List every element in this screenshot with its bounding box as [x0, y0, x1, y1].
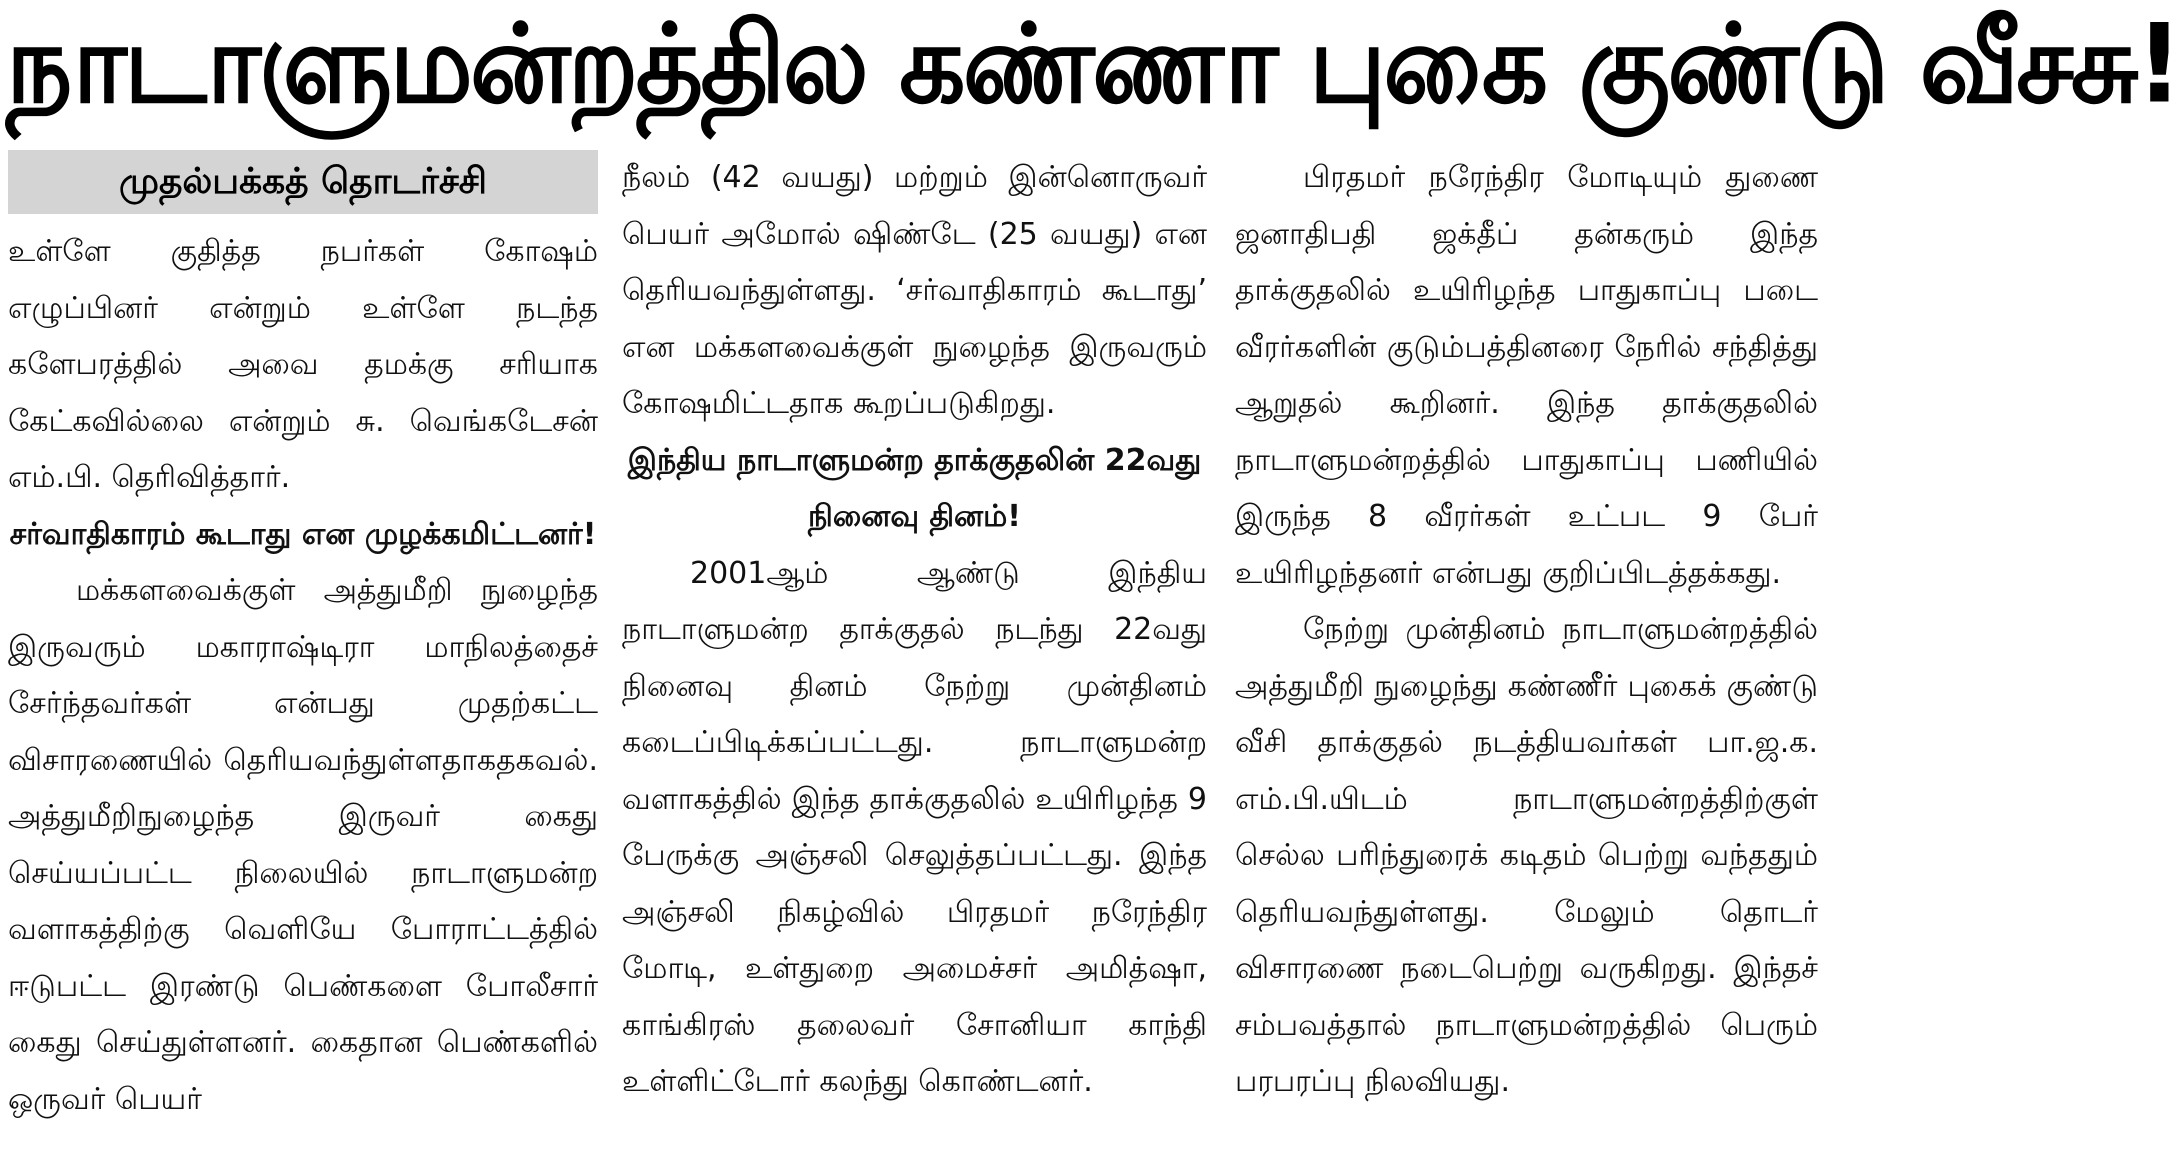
- col1-subheading: சர்வாதிகாரம் கூடாது என முழக்கமிட்டனர்!: [9, 516, 597, 552]
- continuation-label: முதல்பக்கத் தொடர்ச்சி: [119, 161, 487, 202]
- column-2: [622, 150, 1207, 1150]
- continuation-banner: [8, 150, 598, 214]
- headline: நாடாளுமன்றத்தில கண்ணா புகை குண்டு வீசசு!: [6, 0, 2180, 128]
- col3-paragraph-2: நேற்று முன்தினம் நாடாளுமன்றத்தில் அத்துமீறி நுழைந்து கண்ணீர் புகைக் குண்டு வீசி தாக்குதல் நடத்தியவர்கள் பா.ஜ.க. எம்.பி.யிடம் நாடாளுமன்றத்திற்குள் செல்ல பரிந்துரைக் கடிதம் பெற்று வந்ததும் தெரியவந்துள்ளது. மேலும் தொடர் விசாரணை நடைபெற்று வருகிறது. இந்தச் சம்பவத்தால் நாடாளுமன்றத்தில் பெரும் பரபரப்பு நிலவியது.: [1235, 612, 1818, 1099]
- col3-paragraph-1: பிரதமர் நரேந்திர மோடியும் துணை ஜனாதிபதி ஜக்தீப் தன்கரும் இந்த தாக்குதலில் உயிரிழந்த பாதுகாப்பு படை வீரர்களின் குடும்பத்தினரை நேரில் சந்தித்து ஆறுதல் கூறினர். இந்த தாக்குதலில் நாடாளுமன்றத்தில் பாதுகாப்பு பணியில் இருந்த 8 வீரர்கள் உட்பட 9 பேர் உயிரிழந்தனர் என்பது குறிப்பிடத்தக்கது.: [1235, 160, 1818, 591]
- col2-paragraph-2: 2001ஆம் ஆண்டு இந்திய நாடாளுமன்ற தாக்குதல் நடந்து 22வது நினைவு தினம் நேற்று முன்தினம் கடைப்பிடிக்கப்பட்டது. நாடாளுமன்ற வளாகத்தில் இந்த தாக்குதலில் உயிரிழந்த 9 பேருக்கு அஞ்சலி செலுத்தப்பட்டது. இந்த அஞ்சலி நிகழ்வில் பிரதமர் நரேந்திர மோடி, உள்துறை அமைச்சர் அமித்ஷா, காங்கிரஸ் தலைவர் சோனியா காந்தி உள்ளிட்டோர் கலந்து கொண்டனர்.: [622, 555, 1207, 1099]
- col1-paragraph-2: மக்களவைக்குள் அத்துமீறி நுழைந்த இருவரும் மகாராஷ்டிரா மாநிலத்தைச் சேர்ந்தவர்கள் என்பது முதற்கட்ட விசாரணையில் தெரியவந்துள்ளதாகதகவல். அத்துமீறிநுழைந்த இருவர் கைது செய்யப்பட்ட நிலையில் நாடாளுமன்ற வளாகத்திற்கு வெளியே போராட்டத்தில் ஈடுபட்ட இரண்டு பெண்களை போலீசார் கைது செய்துள்ளனர். கைதான பெண்களில் ஒருவர் பெயர்: [8, 573, 598, 1117]
- column-1: [8, 150, 598, 1150]
- col1-paragraph-1: உள்ளே குதித்த நபர்கள் கோஷம் எழுப்பினர் என்றும் உள்ளே நடந்த களேபரத்தில் அவை தமக்கு சரியாக கேட்கவில்லை என்றும் சு. வெங்கடேசன் எம்.பி. தெரிவித்தார்.: [8, 234, 598, 495]
- col2-paragraph-1: நீலம் (42 வயது) மற்றும் இன்னொருவர் பெயர் அமோல் ஷிண்டே (25 வயது) என தெரியவந்துள்ளது. ‘சர்வாதிகாரம் கூடாது’ என மக்களவைக்குள் நுழைந்த இருவரும் கோஷமிட்டதாக கூறப்படுகிறது.: [622, 160, 1207, 421]
- col2-subheading: இந்திய நாடாளுமன்ற தாக்குதலின் 22வது நினைவு தினம்!: [627, 442, 1202, 534]
- column-3: [1235, 150, 1818, 1150]
